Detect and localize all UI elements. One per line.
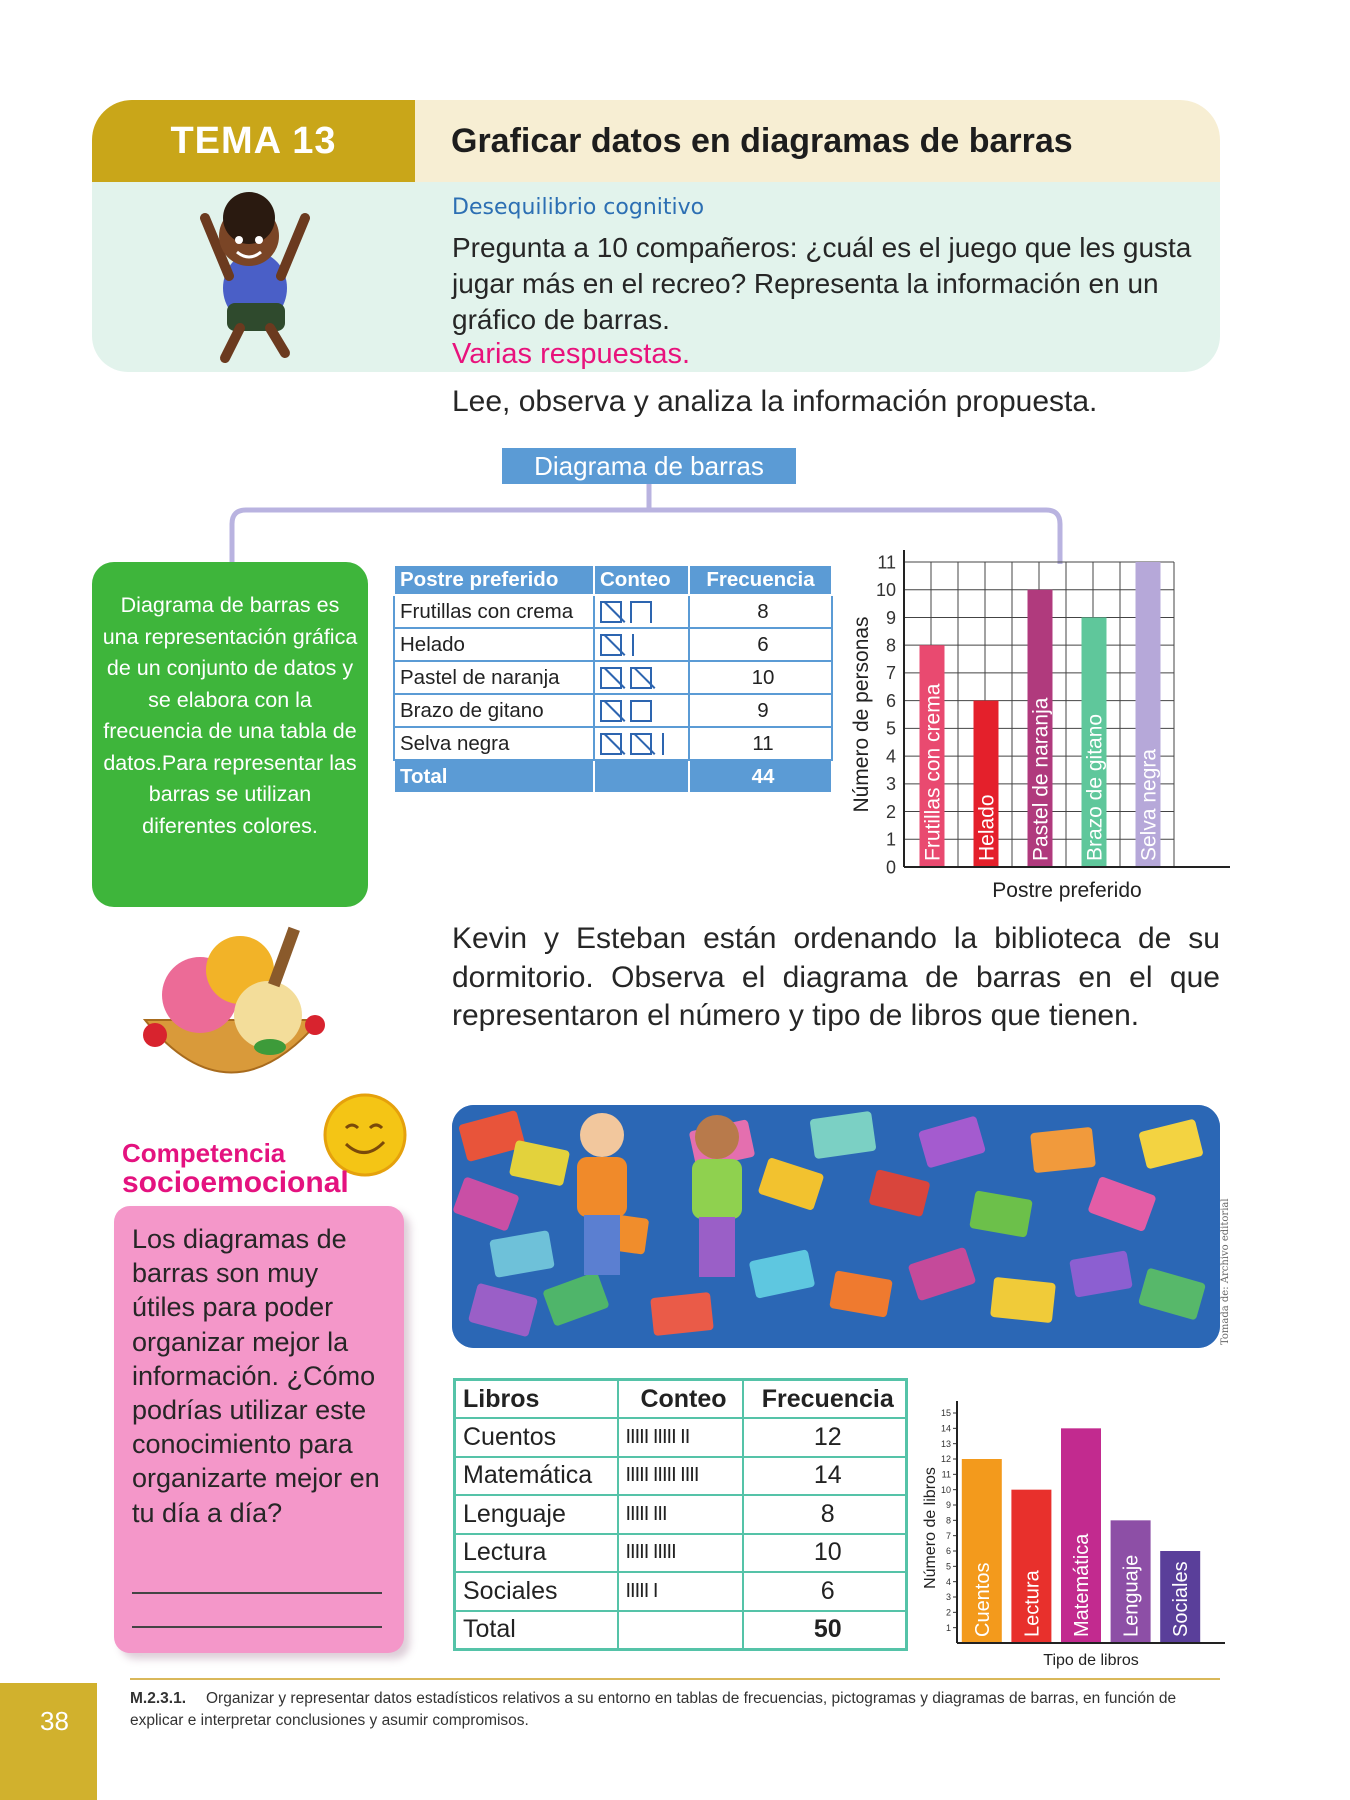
- page-tab: [0, 1683, 97, 1800]
- column-header: Libros: [455, 1380, 618, 1419]
- frequency-cell: 12: [743, 1418, 907, 1457]
- topic-tab: [92, 100, 415, 182]
- column-header: Frecuencia: [689, 565, 832, 595]
- tally-cell: IIIII I: [618, 1572, 743, 1611]
- y-tick-label: 0: [885, 857, 896, 878]
- table-row: [455, 1457, 907, 1496]
- bar-label: Matemática: [1071, 1533, 1093, 1637]
- dessert-name: Selva negra: [394, 727, 594, 760]
- page-title: [415, 100, 1220, 182]
- vanilla-scoop: [234, 981, 302, 1049]
- footer-code: M.2.3.1.: [130, 1690, 186, 1707]
- page-title-text: Graficar datos en diagramas de barras: [451, 121, 1073, 160]
- kevin-shirt: [577, 1157, 627, 1217]
- socioemotional-title-line1: Competencia: [122, 1138, 286, 1168]
- y-tick-label: 3: [885, 774, 896, 795]
- frequency-cell: 9: [689, 694, 832, 727]
- x-axis-title: Postre preferido: [992, 879, 1142, 902]
- dessert-name: Helado: [394, 628, 594, 661]
- table-row: [455, 1534, 907, 1573]
- tally-cell: IIIII IIIII: [618, 1534, 743, 1573]
- table-row: [455, 1495, 907, 1534]
- bar-label: Cuentos: [971, 1562, 994, 1637]
- dessert-name: Pastel de naranja: [394, 661, 594, 694]
- total-label: Total: [455, 1611, 618, 1650]
- y-tick-label: 9: [945, 1500, 951, 1511]
- y-tick-label: 4: [885, 746, 896, 767]
- bar-label: Brazo de gitano: [1083, 713, 1107, 861]
- bar-label: Helado: [975, 794, 999, 861]
- column-header: Conteo: [618, 1380, 743, 1419]
- y-tick-label: 5: [885, 718, 896, 739]
- table-row: [455, 1418, 907, 1457]
- frequency-cell: 8: [689, 595, 832, 628]
- tally-mark: [600, 667, 622, 689]
- y-tick-label: 15: [940, 1408, 951, 1419]
- bar-label: Selva negra: [1137, 748, 1161, 861]
- tally-mark: [630, 733, 652, 755]
- tally-mark: [630, 700, 652, 722]
- tally-mark: [630, 667, 652, 689]
- books-table: [453, 1378, 908, 1651]
- column-header: Postre preferido: [394, 565, 594, 595]
- answer-text: Varias respuestas.: [452, 338, 691, 370]
- socioemotional-box: [114, 1206, 404, 1653]
- y-tick-label: 2: [885, 801, 896, 822]
- table-total-row: [455, 1611, 907, 1650]
- y-tick-label: 9: [885, 607, 896, 628]
- frequency-cell: 6: [743, 1572, 907, 1611]
- frequency-cell: 10: [689, 661, 832, 694]
- frequency-cell: 6: [689, 628, 832, 661]
- y-tick-label: 1: [945, 1622, 951, 1633]
- table-row: [394, 694, 832, 727]
- tally-mark: [600, 601, 622, 623]
- definition-box: Diagrama de barras es una representación gráfica de un conjunto de datos y se elabora con la frecuencia de una tabla de datos.Para representar las barras se utilizan diferentes colores.: [92, 562, 368, 907]
- y-tick-label: 10: [875, 580, 896, 601]
- topic-label: TEMA 13: [170, 119, 337, 162]
- table-row: [394, 628, 832, 661]
- answer-line: [132, 1626, 382, 1628]
- y-tick-label: 6: [885, 690, 896, 711]
- y-tick-label: 1: [885, 829, 896, 850]
- column-header: Conteo: [594, 565, 689, 595]
- frequency-cell: 14: [743, 1457, 907, 1496]
- tally-mark: [600, 700, 622, 722]
- total-value: 50: [743, 1611, 907, 1650]
- books-bar-chart: [915, 1395, 1225, 1675]
- ice-cream-illustration: [130, 925, 340, 1100]
- y-tick-label: 6: [945, 1546, 951, 1557]
- column-header: Frecuencia: [743, 1380, 907, 1419]
- concept-label-text: Diagrama de barras: [534, 450, 764, 481]
- question-text: Pregunta a 10 compañeros: ¿cuál es el juego que les gusta jugar más en el recreo? Representa la información en un gráfico de barras.: [452, 232, 1192, 335]
- frequency-cell: 10: [743, 1534, 907, 1573]
- bar-label: Sociales: [1170, 1561, 1193, 1637]
- tally-mark: [600, 634, 622, 656]
- concept-label: [502, 448, 796, 484]
- tally-cell: [594, 727, 689, 760]
- table-header-row: [455, 1380, 907, 1419]
- tally-cell: [594, 661, 689, 694]
- table-row: [455, 1572, 907, 1611]
- tally-cell: IIIII III: [618, 1495, 743, 1534]
- tally-cell: [594, 694, 689, 727]
- y-tick-label: 11: [877, 552, 896, 573]
- y-tick-label: 3: [945, 1592, 951, 1603]
- esteban-shirt: [692, 1159, 742, 1219]
- socioemotional-title-line2: socioemocional: [122, 1166, 349, 1199]
- socioemotional-text: Los diagramas de barras son muy útiles para poder organizar mejor la información. ¿Cómo podrías utilizar este conocimiento para organizarte mejor en tu día a día?: [132, 1224, 380, 1528]
- frequency-cell: 11: [689, 727, 832, 760]
- footer-description: Organizar y representar datos estadísticos relativos a su entorno en tablas de frecuencias, pictogramas y diagramas de barras, en función de explicar e interpretar conclusiones y asumir compromisos.: [130, 1690, 1177, 1729]
- footer-text: [130, 1688, 1225, 1732]
- book-type: Lenguaje: [455, 1495, 618, 1534]
- y-tick-label: 13: [940, 1438, 951, 1449]
- kevin-head: [580, 1113, 624, 1157]
- y-tick-label: 8: [885, 635, 896, 656]
- instruction-text: Lee, observa y analiza la información propuesta.: [452, 385, 1098, 418]
- y-tick-label: 8: [945, 1515, 951, 1526]
- tally-mark: [632, 634, 634, 656]
- tally-mark: [600, 733, 622, 755]
- section-label: Desequilibrio cognitivo: [452, 195, 705, 220]
- books-illustration: [452, 1105, 1220, 1348]
- y-axis-title: Número de libros: [922, 1467, 939, 1589]
- book-type: Cuentos: [455, 1418, 618, 1457]
- bar-label: Frutillas con crema: [921, 683, 945, 861]
- dessert-table: [393, 564, 833, 794]
- table-total-row: [394, 760, 832, 793]
- tally-cell: IIIII IIIII II: [618, 1418, 743, 1457]
- tally-cell: IIIII IIIII IIII: [618, 1457, 743, 1496]
- tally-cell: [594, 628, 689, 661]
- tally-mark: [630, 601, 652, 623]
- y-tick-label: 7: [885, 663, 896, 684]
- bar-label: Lectura: [1021, 1570, 1044, 1637]
- table-header-row: [394, 565, 832, 595]
- tally-mark: [662, 733, 664, 755]
- dessert-name: Brazo de gitano: [394, 694, 594, 727]
- total-value: 44: [689, 760, 832, 793]
- book-type: Lectura: [455, 1534, 618, 1573]
- book-type: Sociales: [455, 1572, 618, 1611]
- socioemotional-title: [122, 1138, 349, 1198]
- books-intro-text: Kevin y Esteban están ordenando la biblioteca de su dormitorio. Observa el diagrama de barras en el que representaron el número y tipo de libros que tienen.: [452, 922, 1220, 1032]
- footer-divider: [130, 1678, 1220, 1680]
- answer-line: [132, 1592, 382, 1594]
- tally-cell: [594, 595, 689, 628]
- frequency-cell: 8: [743, 1495, 907, 1534]
- boy-illustration: [185, 188, 325, 368]
- y-tick-label: 12: [940, 1454, 951, 1465]
- y-tick-label: 2: [945, 1607, 951, 1618]
- dessert-bar-chart: [838, 545, 1230, 913]
- table-row: [394, 595, 832, 628]
- photo-credit: Tomada de: Archivo editorial: [1220, 1198, 1231, 1345]
- y-tick-label: 4: [945, 1576, 951, 1587]
- total-label: Total: [394, 760, 594, 793]
- book-type: Matemática: [455, 1457, 618, 1496]
- dessert-name: Frutillas con crema: [394, 595, 594, 628]
- y-tick-label: 11: [941, 1469, 951, 1480]
- x-axis-title: Tipo de libros: [1043, 1652, 1139, 1669]
- table-row: [394, 661, 832, 694]
- bar-label: Lenguaje: [1120, 1554, 1143, 1637]
- y-tick-label: 14: [940, 1423, 951, 1434]
- y-axis-title: Número de personas: [850, 616, 873, 813]
- table-row: [394, 727, 832, 760]
- y-tick-label: 5: [945, 1561, 951, 1572]
- y-tick-label: 10: [940, 1484, 951, 1495]
- page-number: 38: [40, 1706, 69, 1736]
- esteban-head: [695, 1115, 739, 1159]
- bar-label: Pastel de naranja: [1029, 697, 1053, 861]
- y-tick-label: 7: [945, 1530, 951, 1541]
